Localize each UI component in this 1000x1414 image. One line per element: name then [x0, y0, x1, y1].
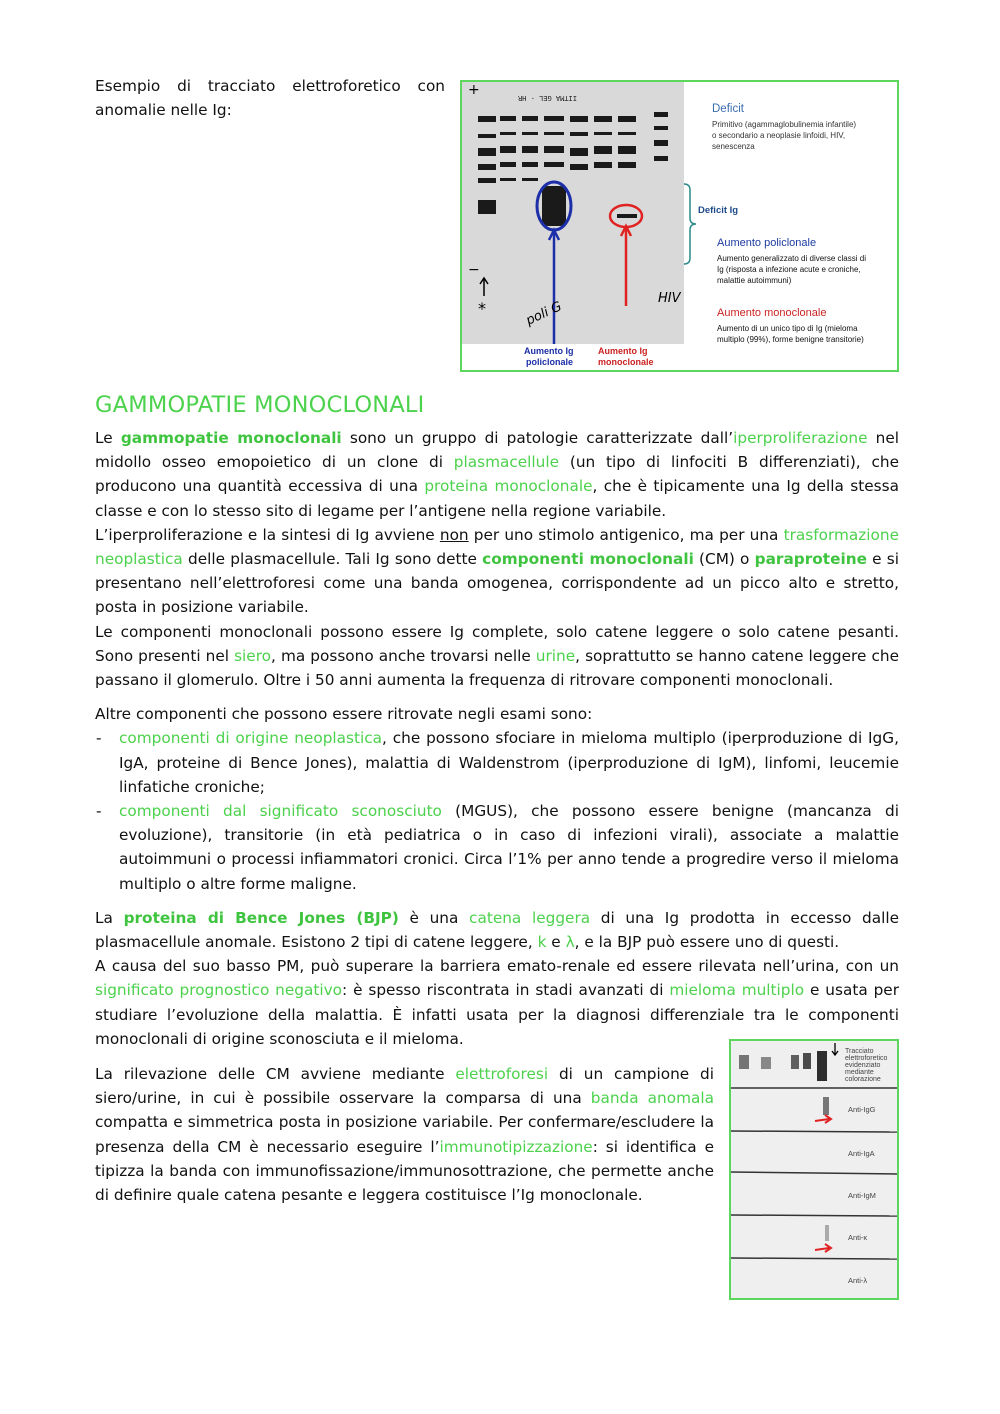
caption-poly-2: policlonale	[526, 357, 574, 367]
mono-title: Aumento monoclonale	[717, 307, 827, 319]
poly-text-1: Aumento generalizzato di diverse classi di	[717, 254, 866, 263]
paragraph-4: Altre componenti che possono essere ritrovate negli esami sono:	[95, 705, 593, 724]
gel-label: IITMA GEL - HR	[517, 94, 577, 102]
immunofixation-figure	[729, 1039, 899, 1300]
immunofixation-gel-image	[731, 1041, 897, 1298]
mono-text-2: multiplo (99%), forme benigne transitorie)	[717, 335, 864, 344]
paragraph-6: A causa del suo basso PM, può superare la barriera emato-renale ed essere rilevata nell’urina, con un significato prognostico negativo: è spesso riscontrata in stadi avanzati di mieloma multiplo e usata per studiare l’evoluzione della malattia. È infatti usata per la diagnosi differenziale tra le componenti monoclonali di origine sconosciuta e il mieloma.	[95, 957, 899, 1048]
mono-text-1: Aumento di un unico tipo di Ig (mieloma	[717, 324, 858, 333]
caption-mono-1: Aumento Ig	[598, 346, 648, 356]
gel-asterisk: *	[478, 299, 486, 318]
fig2-top-4: mediante	[845, 1069, 874, 1076]
deficit-ig-label: Deficit Ig	[698, 205, 739, 216]
gel-minus-sign: −	[468, 262, 480, 278]
paragraph-7: La rilevazione delle CM avviene mediante elettroforesi di un campione di siero/urine, in cui è possibile osservare la comparsa di una banda anomala compatta e simmetrica posta in posizione variabile. Per confermare/escludere la presenza della CM è necessario eseguire l’immunotipizzazione: si identifica e tipizza la banda con immunofissazione/immunosottrazione, che permette anche di definire quale catena pesante e leggera costituisce l’Ig monoclonale.	[95, 1065, 715, 1205]
list-item: - componenti dal significato sconosciuto (MGUS), che possono essere benigne (mancanza di evoluzione), transitorie (in età pediatrica o in caso di infezioni virali), associate a malattie autoimmuni o processi infiammatori cronici. Circa l’1% per anno tende a progredire verso il mieloma multiplo o altre forme maligne.	[95, 799, 899, 896]
fig2-top-2: elettroforetico	[845, 1055, 888, 1062]
poly-text-3: malattie autoimmuni)	[717, 276, 792, 285]
poly-title: Aumento policlonale	[717, 237, 817, 249]
list-item: - componenti di origine neoplastica, che possono sfociare in mieloma multiplo (iperproduzione di IgG, IgA, proteine di Bence Jones), malattia di Waldenstrom (iperproduzione di IgM), linfomi, leucemie linfatiche croniche;	[95, 726, 899, 799]
caption-poly-1: Aumento Ig	[524, 346, 574, 356]
components-list	[95, 726, 899, 895]
paragraph-1: Le gammopatie monoclonali sono un gruppo di patologie caratterizzate dall’iperproliferazione nel midollo osseo emopoietico di un clone di plasmacellule (un tipo di linfociti B differenziati), che producono una quantità eccessiva di una proteina monoclonale, che è tipicamente una Ig della stessa classe e con lo stesso sito di legame per l’antigene nella regione variabile.	[95, 429, 900, 520]
fig2-anti-iga: Anti-IgA	[848, 1149, 875, 1158]
deficit-title: Deficit	[712, 103, 744, 115]
gel-plus-sign: +	[468, 82, 480, 98]
section-heading: GAMMOPATIE MONOCLONALI	[95, 392, 425, 418]
fig2-top-1: Tracciato	[845, 1048, 874, 1055]
fig2-top-5: colorazione	[845, 1076, 881, 1083]
electrophoresis-figure	[460, 80, 899, 372]
deficit-text-2: o secondario a neoplasie linfoidi, HIV,	[712, 131, 846, 140]
handwritten-hiv: HIV	[658, 291, 681, 306]
paragraph-5: La proteina di Bence Jones (BJP) è una catena leggera di una Ig prodotta in eccesso dalle plasmacellule anomale. Esistono 2 tipi di catene leggere, k e λ, e la BJP può essere uno di questi.	[95, 908, 900, 952]
deficit-text-1: Primitivo (agammaglobulinemia infantile)	[712, 120, 857, 129]
paragraph-3: Le componenti monoclonali possono essere Ig complete, solo catene leggere o solo catene pesanti. Sono presenti nel siero, ma possono anche trovarsi nelle urine, soprattutto se hanno catene leggere che passano il glomerulo. Oltre i 50 anni aumenta la frequenza di ritrovare componenti monoclonali.	[95, 622, 899, 690]
electrophoresis-gel-image	[462, 82, 897, 370]
fig2-anti-igm: Anti-IgM	[848, 1191, 876, 1200]
main-body	[95, 426, 899, 1051]
fig2-anti-l: Anti-λ	[848, 1276, 868, 1285]
poly-text-2: Ig (risposta a infezione acute e croniche,	[717, 265, 861, 274]
handwritten-poli: poli G	[523, 299, 565, 329]
intro-text: Esempio di tracciato elettroforetico con anomalie nelle Ig:	[95, 77, 445, 120]
fig2-anti-igg: Anti-IgG	[848, 1105, 876, 1114]
detection-paragraph	[95, 1062, 714, 1207]
caption-mono-2: monoclonale	[598, 357, 654, 367]
fig2-top-3: evidenziato	[845, 1062, 881, 1069]
deficit-text-3: senescenza	[712, 142, 755, 151]
fig2-anti-k: Anti-κ	[848, 1233, 868, 1242]
paragraph-2: L’iperproliferazione e la sintesi di Ig avviene non per uno stimolo antigenico, ma per una trasformazione neoplastica delle plasmacellule. Tali Ig sono dette componenti monoclonali (CM) o paraproteine e si presentano nell’elettroforesi come una banda omogenea, corrispondente ad un picco alto e stretto, posta in posizione variabile.	[95, 525, 899, 617]
